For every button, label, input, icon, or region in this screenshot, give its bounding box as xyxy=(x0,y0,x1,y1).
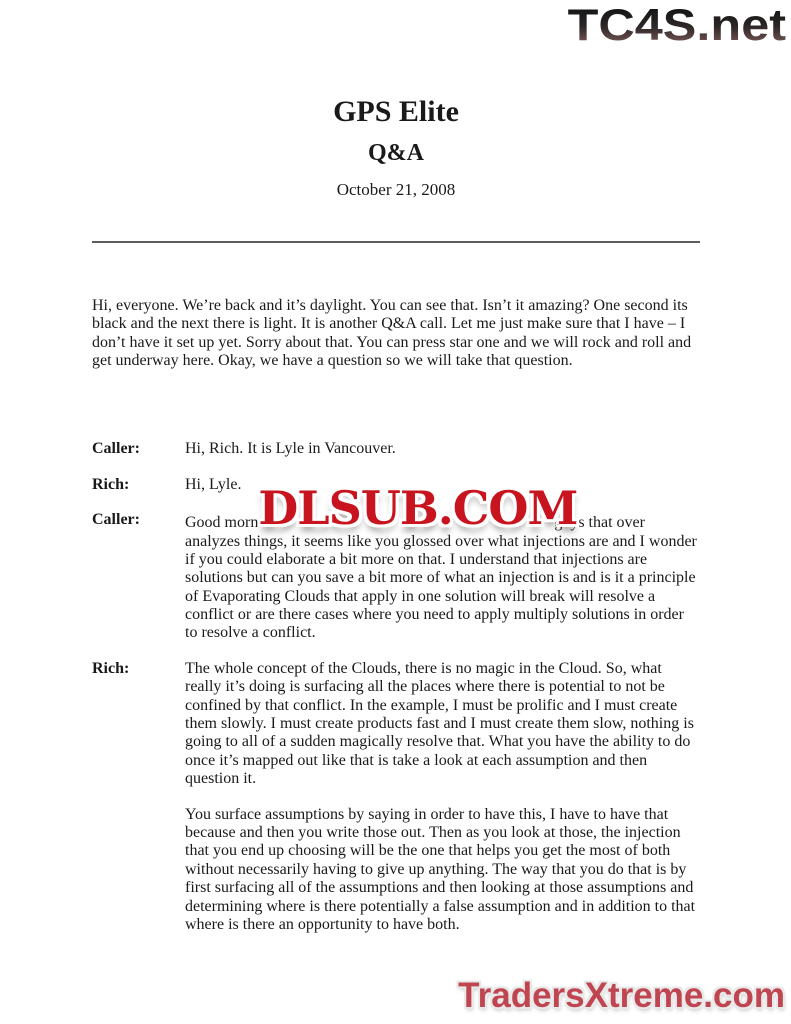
speaker-label: Caller: xyxy=(92,440,140,458)
dlsub-watermark-text: DLSUB.COM xyxy=(258,481,578,536)
document-body xyxy=(92,0,700,951)
tc4s-logo: TC4S.net xyxy=(567,1,786,50)
speaker-label: Rich: xyxy=(92,659,130,677)
speaker-label: Rich: xyxy=(92,475,130,493)
dialogue-text: Hi, Lyle. xyxy=(185,475,242,493)
text-before-watermark: Good morn xyxy=(185,514,259,532)
page-title: GPS Elite xyxy=(333,95,459,128)
dialogue-text: You surface assumptions by saying in order to have this, I have to have that because and then you write those out. Then as you look at those, the injection that you end up choosing will be the one that helps you get the most of both without necessarily having to give up anything. The way that you do that is by first surfacing all of the assumptions and then looking at those assumptions and determining where is there potentially a false assumption and in addition to that where is there an opportunity to have both. xyxy=(185,805,696,933)
dlsub-watermark xyxy=(258,481,578,536)
speaker-label xyxy=(92,806,185,935)
divider xyxy=(92,241,700,243)
dialogue-section xyxy=(92,440,700,934)
document-date: October 21, 2008 xyxy=(336,180,456,200)
dialogue-text: Hi, Rich. It is Lyle in Vancouver. xyxy=(185,440,396,458)
text-after-watermark: guys that over analyzes things, it seems like you glossed over what injections are and I wonder if you could elaborate a bit more on that. I understand that injections are solutions but can you save a bit more of what an injection is and is it a principle of Evaporating Clouds that apply in one solution will break will resolve a conflict or are there cases where you need to apply multiply solutions in order to resolve a conflict. xyxy=(185,514,697,642)
dialogue-entry xyxy=(92,806,700,935)
dialogue-text: The whole concept of the Clouds, there is no magic in the Cloud. So, what really it’s doing is surfacing all the places where there is potential to not be confined by that conflict. In the example, I must be prolific and I must create them slowly. I must create products fast and I must create them slow, nothing is going to all of a sudden magically resolve that. What you have the ability to do once it’s mapped out like that is take a look at each assumption and then question it. xyxy=(185,659,694,788)
speaker-label: Caller: xyxy=(92,511,140,529)
intro-paragraph: Hi, everyone. We’re back and it’s daylight. You can see that. Isn’t it amazing? One second its black and the next there is light. It is another Q&A call. Let me just make sure that I have – I don’t have it set up yet. Sorry about that. You can press star one and we will rock and roll and get underway here. Okay, we have a question so we will take that question. xyxy=(92,296,692,369)
tradersxtreme-logo: TradersXtreme.com xyxy=(458,976,785,1015)
dialogue-entry xyxy=(92,440,700,458)
page-subtitle: Q&A xyxy=(368,140,424,166)
dialogue-entry xyxy=(92,660,700,789)
